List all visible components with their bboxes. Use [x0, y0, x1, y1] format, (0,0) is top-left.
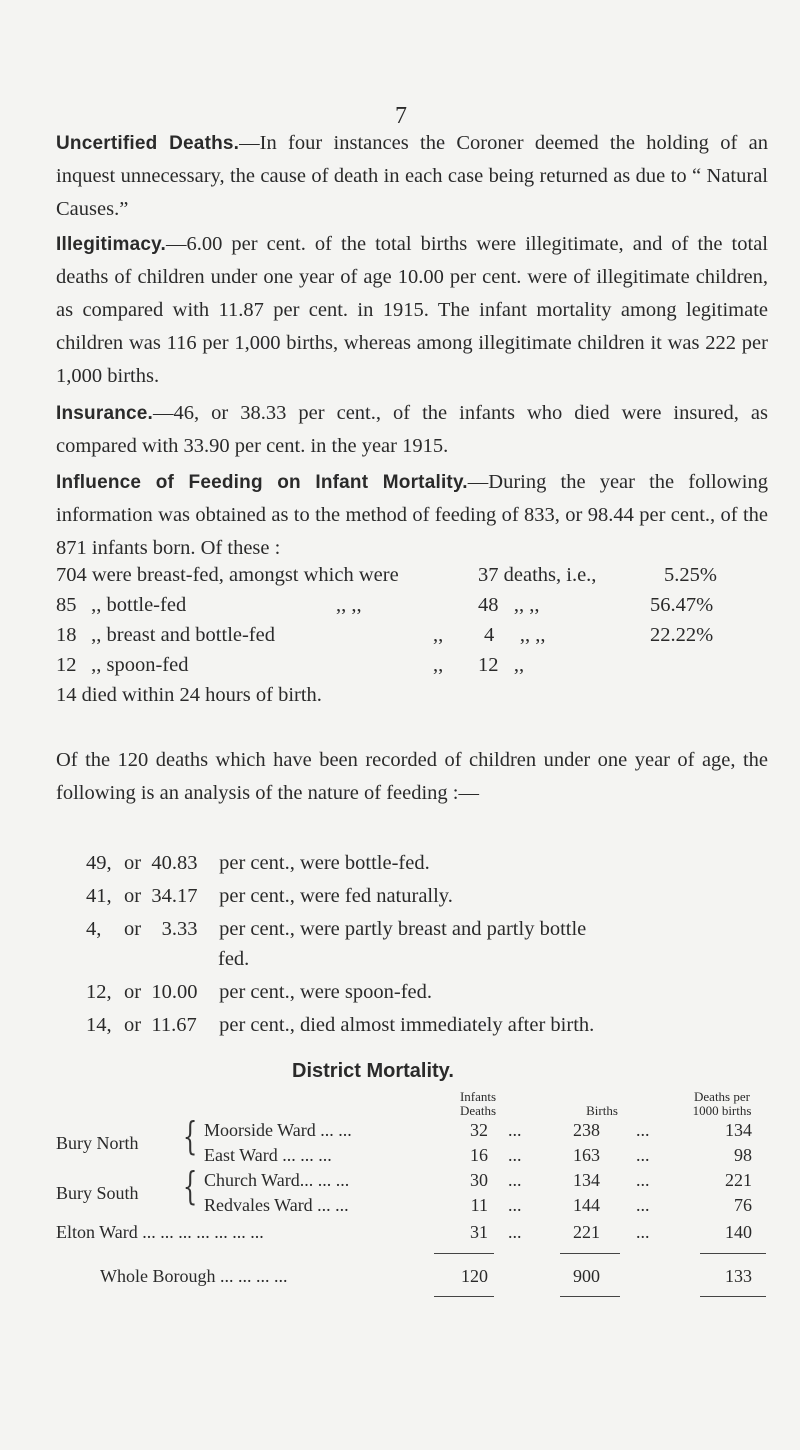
brace: { [182, 1164, 198, 1208]
rule [700, 1296, 766, 1297]
uncertified-heading: Uncertified Deaths. [56, 133, 240, 154]
ward-rate: 140 [725, 1222, 752, 1242]
col-header-infant-deaths: Infants Deaths [459, 1089, 497, 1118]
ward-name: Moorside Ward ... ... [204, 1120, 352, 1140]
rule [434, 1296, 494, 1297]
col-header-births: Births [586, 1103, 618, 1118]
feeding-row-pct: 56.47% [650, 594, 714, 616]
total-rate: 133 [725, 1266, 752, 1286]
dots: ... [508, 1195, 522, 1215]
district-title: District Mortality. [292, 1060, 454, 1082]
dots: ... [636, 1145, 650, 1165]
feeding-row-deaths: 4 ,, ,, [484, 624, 546, 646]
feeding-row-deaths: 48 ,, ,, [478, 594, 540, 616]
uncertified-text: —In four instances the Coroner deemed the holding of an inquest unnecessary, the cause of death in each case being returned as due to “ Natural Causes.” [56, 132, 768, 220]
ward-deaths: 16 [470, 1145, 488, 1165]
feeding-row-mid: ,, [433, 624, 444, 646]
ward-births: 144 [573, 1195, 600, 1215]
total-births: 900 [573, 1266, 600, 1286]
feeding-heading: Influence of Feeding on Infant Mortality. [56, 472, 468, 493]
ward-name: East Ward ... ... ... [204, 1145, 332, 1165]
insurance-text: —46, or 38.33 per cent., of the infants who died were insured, as compared with 33.90 per cent. in the year 1915. [56, 402, 768, 457]
ward-births: 221 [573, 1222, 600, 1242]
analysis-item: 49, or 40.83 per cent., were bottle-fed. [86, 852, 430, 874]
ward-births: 163 [573, 1145, 600, 1165]
uncertified-paragraph [56, 127, 768, 226]
feeding-row: 12 ,, spoon-fed [56, 654, 189, 676]
feeding-row-deaths: 12 ,, [478, 654, 525, 676]
analysis-intro: Of the 120 deaths which have been recorded of children under one year of age, the following is an analysis of the nature of feeding :— [56, 749, 768, 804]
analysis-item: 14, or 11.67 per cent., died almost immediately after birth. [86, 1014, 595, 1036]
dots: ... [636, 1222, 650, 1242]
insurance-paragraph [56, 397, 768, 463]
ward-deaths: 30 [470, 1170, 488, 1190]
ward-births: 238 [573, 1120, 600, 1140]
illegitimacy-text: —6.00 per cent. of the total births were illegitimate, and of the total deaths of children under one year of age 10.00 per cent. were of illegitimate children, as compared with 11.87 per cent. in 1915. The infant mortality among legitimate children was 116 per 1,000 births, whereas among illegitimate children it was 222 per 1,000 births. [56, 233, 768, 387]
dots: ... [636, 1195, 650, 1215]
ward-rate: 221 [725, 1170, 752, 1190]
ward-births: 134 [573, 1170, 600, 1190]
ward-name: Redvales Ward ... ... [204, 1195, 349, 1215]
insurance-heading: Insurance. [56, 403, 154, 424]
ward-deaths: 31 [470, 1222, 488, 1242]
analysis-item: 4, or 3.33 per cent., were partly breast and partly bottle [86, 918, 587, 940]
total-label: Whole Borough ... ... ... ... [100, 1266, 288, 1286]
illegitimacy-heading: Illegitimacy. [56, 234, 166, 255]
ward-deaths: 32 [470, 1120, 488, 1140]
ward-rate: 134 [725, 1120, 752, 1140]
brace: { [182, 1114, 198, 1158]
feeding-row-mid: ,, ,, [336, 594, 362, 616]
col-header-rate: Deaths per 1000 births [692, 1089, 752, 1118]
ward-name: Church Ward... ... ... [204, 1170, 350, 1190]
feeding-row-deaths: 37 deaths, i.e., [478, 564, 597, 586]
feeding-row: 704 were breast-fed, amongst which were [56, 564, 399, 586]
dots: ... [508, 1222, 522, 1242]
analysis-item: 41, or 34.17 per cent., were fed naturally. [86, 885, 453, 907]
feeding-row-pct: 5.25% [664, 564, 717, 586]
rule [700, 1253, 766, 1254]
illegitimacy-paragraph [56, 228, 768, 393]
group-name-bury-north: Bury North [56, 1133, 139, 1153]
ward-rate: 98 [734, 1145, 752, 1165]
feeding-last-line: 14 died within 24 hours of birth. [56, 684, 322, 706]
feeding-row-mid: ,, [433, 654, 444, 676]
analysis-item-continuation: fed. [218, 948, 250, 970]
ward-deaths: 11 [470, 1195, 488, 1215]
feeding-text: —During the year the following information was obtained as to the method of feeding of 833, or 98.44 per cent., of the 871 infants born. Of these : [56, 471, 768, 559]
ward-rate: 76 [734, 1195, 752, 1215]
total-deaths: 120 [461, 1266, 488, 1286]
rule [560, 1296, 620, 1297]
dots: ... [636, 1170, 650, 1190]
dots: ... [508, 1170, 522, 1190]
page-number: 7 [395, 103, 407, 129]
group-name-bury-south: Bury South [56, 1183, 139, 1203]
rule [560, 1253, 620, 1254]
dots: ... [508, 1145, 522, 1165]
dots: ... [508, 1120, 522, 1140]
rule [434, 1253, 494, 1254]
analysis-item: 12, or 10.00 per cent., were spoon-fed. [86, 981, 433, 1003]
feeding-row-pct: 22.22% [650, 624, 714, 646]
dots: ... [636, 1120, 650, 1140]
feeding-paragraph [56, 466, 768, 565]
ward-name-elton: Elton Ward ... ... ... ... ... ... ... [56, 1222, 264, 1242]
feeding-row: 85 ,, bottle-fed [56, 594, 187, 616]
feeding-row: 18 ,, breast and bottle-fed [56, 624, 275, 646]
